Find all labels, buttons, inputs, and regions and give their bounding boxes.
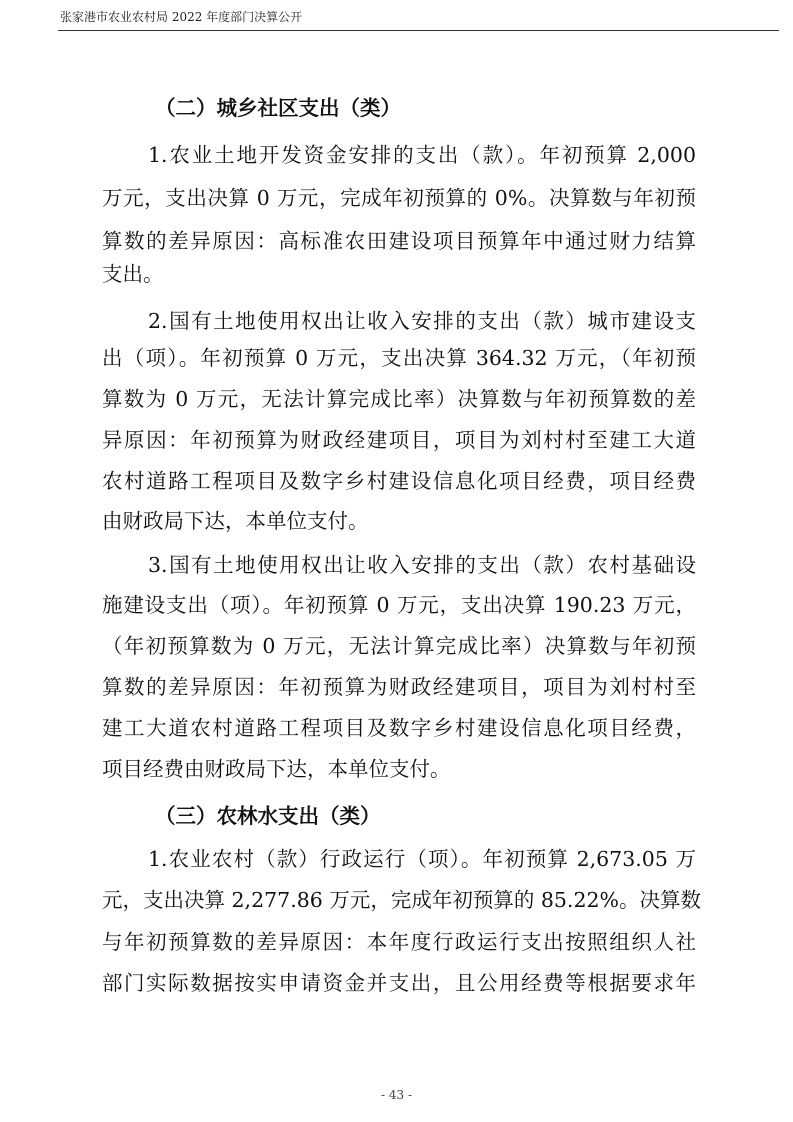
paragraph-line: 与年初预算数的差异原因：本年度行政运行支出按照组织人社 [102,930,696,954]
section-heading-agriculture: （三）农林水支出（类） [155,804,381,828]
paragraph-line: 算数的差异原因：年初预算为财政经建项目，项目为刘村村至 [102,675,696,699]
page-number: - 43 - [380,1088,412,1102]
paragraph-line: 施建设支出（项）。年初预算 0 万元，支出决算 190.23 万元， [102,593,696,617]
paragraph-line: 异原因：年初预算为财政经建项目，项目为刘村村至建工大道 [102,428,696,452]
paragraph-line: 由财政局下达，本单位支付。 [102,509,369,533]
paragraph-line: 1.农业土地开发资金安排的支出（款）。年初预算 2,000 [148,143,696,167]
paragraph-line: 建工大道农村道路工程项目及数字乡村建设信息化项目经费， [102,716,696,740]
header-divider [58,30,779,31]
paragraph-line: 算数为 0 万元，无法计算完成比率）决算数与年初预算数的差 [102,387,696,411]
paragraph-line: 算数的差异原因：高标准农田建设项目预算年中通过财力结算 [102,229,696,253]
paragraph-line: 农村道路工程项目及数字乡村建设信息化项目经费，项目经费 [102,469,696,493]
paragraph-line: 2.国有土地使用权出让收入安排的支出（款）城市建设支 [148,309,696,333]
paragraph-line: 项目经费由财政局下达，本单位支付。 [102,757,451,781]
paragraph-line: 部门实际数据按实申请资金并支出，且公用经费等根据要求年 [102,971,696,995]
paragraph-line: 万元，支出决算 0 万元，完成年初预算的 0%。决算数与年初预 [102,186,696,210]
paragraph-line: 出（项）。年初预算 0 万元，支出决算 364.32 万元，（年初预 [102,346,696,370]
paragraph-line: 1.农业农村（款）行政运行（项）。年初预算 2,673.05 万 [148,847,696,871]
header-title: 张家港市农业农村局 2022 年度部门决算公开 [60,10,303,24]
paragraph-line: 支出。 [102,262,164,286]
paragraph-line: （年初预算数为 0 万元，无法计算完成比率）决算数与年初预 [102,634,696,658]
section-heading-urban-rural: （二）城乡社区支出（类） [155,96,401,120]
paragraph-line: 元，支出决算 2,277.86 万元，完成年初预算的 85.22%。决算数 [102,888,702,912]
paragraph-line: 3.国有土地使用权出让收入安排的支出（款）农村基础设 [148,553,696,577]
